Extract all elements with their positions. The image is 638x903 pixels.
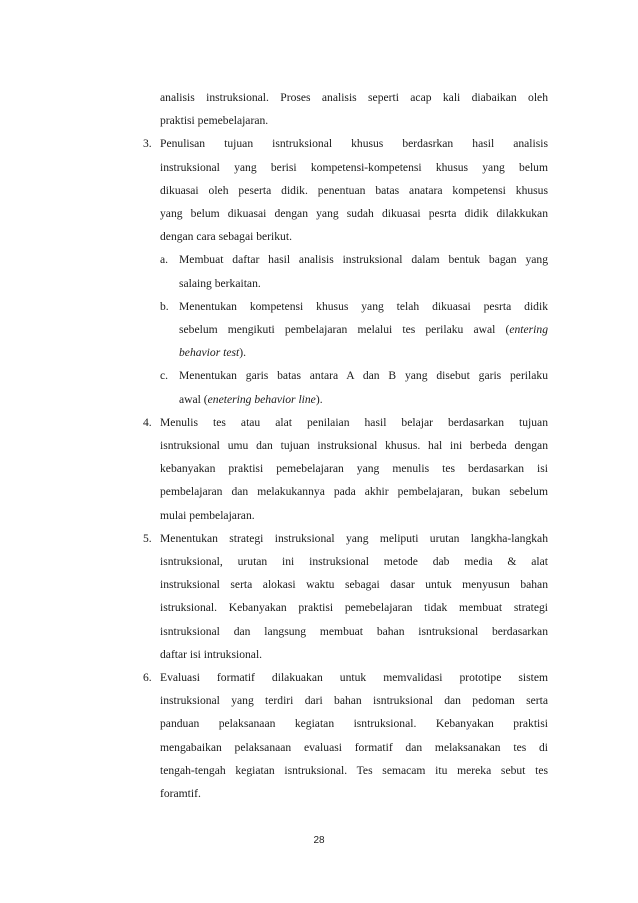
text-line: dengan cara sebagai berikut. bbox=[160, 230, 292, 244]
text-line: daftar isi intruksional. bbox=[160, 647, 263, 661]
sub-item-label: b. bbox=[160, 299, 169, 313]
text-line: foramtif. bbox=[160, 787, 201, 801]
text-line: istruksional. Kebanyakan praktisi pemebelajaran tidak membuat strategi bbox=[160, 601, 548, 615]
text-line: analisis instruksional. Proses analisis seperti acap kali diabaikan oleh bbox=[160, 91, 548, 104]
text-line: isntruksional dan langsung membuat bahan isntruksional berdasarkan bbox=[160, 624, 548, 638]
text-line bbox=[179, 318, 548, 341]
text-line: mengabaikan pelaksanaan evaluasi formatif dan melaksanakan tes di bbox=[160, 740, 548, 754]
text-line: Menentukan kompetensi khusus yang telah dikuasai pesrta didik bbox=[179, 299, 548, 313]
sub-item-c bbox=[143, 364, 548, 410]
sub-item-label: c. bbox=[160, 369, 169, 383]
text-line: Menentukan strategi instruksional yang meliputi urutan langkha-langkah bbox=[160, 531, 548, 545]
sub-item-a bbox=[143, 248, 548, 294]
list-item-4 bbox=[143, 411, 548, 527]
list-item-6 bbox=[143, 666, 548, 805]
intro-paragraph bbox=[143, 86, 548, 132]
text-line: yang belum dikuasai dengan yang sudah dikuasai pesrta didik dilakkukan bbox=[160, 207, 548, 221]
text-line: dikuasai oleh peserta didik. penentuan batas anatara kompetensi khusus bbox=[160, 183, 548, 197]
text-line: Membuat daftar hasil analisis instruksional dalam bentuk bagan yang bbox=[179, 253, 548, 267]
text-line: Penulisan tujuan isntruksional khusus berdasrkan hasil analisis bbox=[160, 137, 548, 151]
text-line: panduan pelaksanaan kegiatan isntruksional. Kebanyakan praktisi bbox=[160, 717, 548, 731]
text-run: ). bbox=[239, 346, 246, 360]
italic-term-part1: entering bbox=[509, 323, 548, 337]
text-line: instruksional serta alokasi waktu sebagai dasar untuk menyusun bahan bbox=[160, 578, 548, 592]
italic-term: enetering behavior line bbox=[207, 392, 316, 406]
text-line: Evaluasi formatif dilakuakan untuk memvalidasi prototipe sistem bbox=[160, 671, 548, 685]
list-item-5 bbox=[143, 527, 548, 666]
text-line bbox=[179, 341, 548, 364]
text-run: ). bbox=[315, 392, 323, 406]
text-line: isntruksional, urutan ini instruksional metode dab media & alat bbox=[160, 555, 548, 569]
text-line: Menulis tes atau alat penilaian hasil belajar berdasarkan tujuan bbox=[160, 415, 548, 429]
list-number: 6. bbox=[143, 671, 152, 685]
list-number: 5. bbox=[143, 531, 152, 545]
sub-item-b bbox=[143, 295, 548, 365]
text-line: instruksional yang terdiri dari bahan isntruksional dan pedoman serta bbox=[160, 694, 548, 708]
text-line: kebanyakan praktisi pemebelajaran yang menulis tes berdasarkan isi bbox=[160, 462, 548, 476]
text-line: Menentukan garis batas antara A dan B yang disebut garis perilaku bbox=[179, 369, 548, 383]
italic-term-part2: behavior test bbox=[179, 346, 240, 360]
text-line: pembelajaran dan melakukannya pada akhir pembelajaran, bukan sebelum bbox=[160, 485, 548, 499]
list-number: 4. bbox=[143, 415, 152, 429]
text-line: tengah-tengah kegiatan isntruksional. Tes semacam itu mereka sebut tes bbox=[160, 763, 548, 777]
text-run: sebelum mengikuti pembelajaran melalui tes perilaku awal ( bbox=[179, 323, 510, 337]
text-run: awal ( bbox=[179, 392, 208, 406]
text-line: isntruksional umu dan tujuan instruksional khusus. hal ini berbeda dengan bbox=[160, 439, 548, 453]
page-number: 28 bbox=[313, 835, 325, 846]
text-line: mulai pembelajaran. bbox=[160, 508, 255, 522]
text-line: instruksional yang berisi kompetensi-kompetensi khusus yang belum bbox=[160, 160, 548, 174]
list-item-3 bbox=[143, 132, 548, 248]
list-number: 3. bbox=[143, 137, 152, 151]
sub-item-label: a. bbox=[160, 253, 169, 267]
text-line bbox=[179, 388, 548, 411]
text-line: praktisi pemebelajaran. bbox=[160, 114, 269, 128]
page-body bbox=[143, 86, 548, 805]
text-line: salaing berkaitan. bbox=[179, 276, 261, 290]
